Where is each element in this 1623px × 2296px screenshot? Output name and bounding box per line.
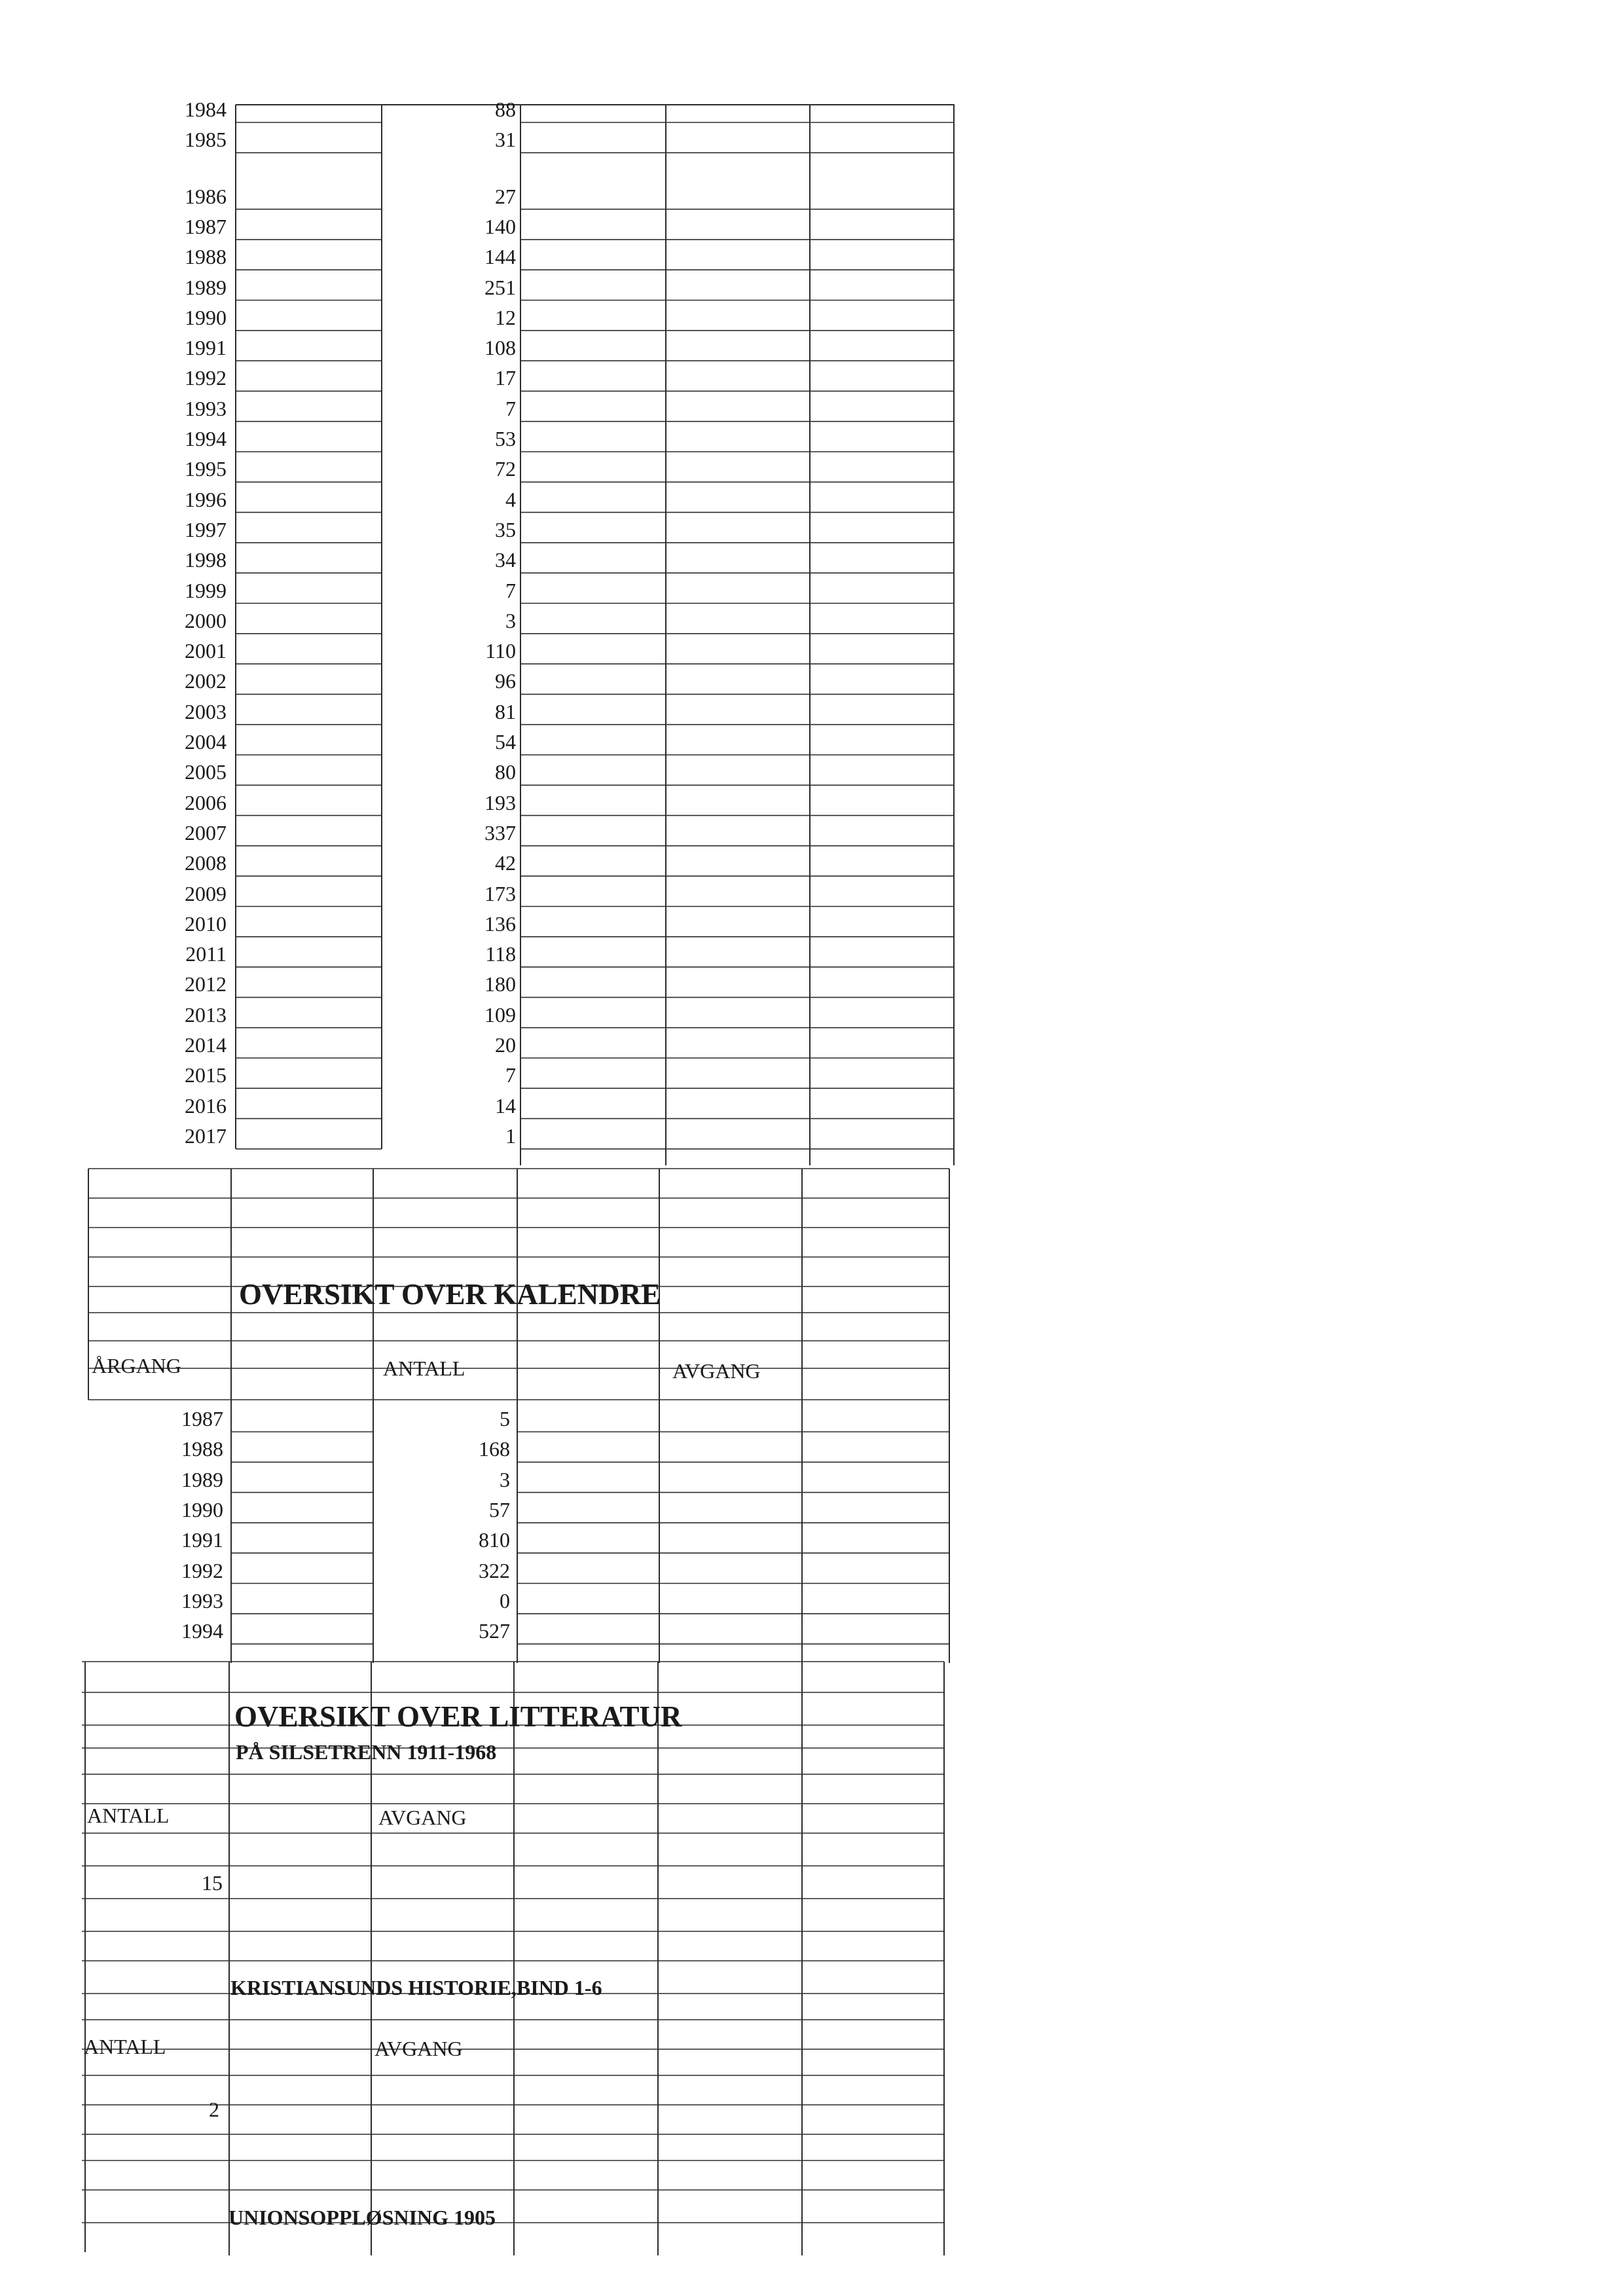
row-year: 1997 [185, 517, 227, 541]
row-year: 1990 [185, 305, 227, 329]
kalendre-count: 0 [500, 1588, 510, 1613]
row-year: 1996 [185, 487, 227, 511]
row-count: 88 [495, 98, 516, 121]
kalendre-year: 1994 [181, 1619, 223, 1643]
kalendre-count: 527 [479, 1619, 510, 1643]
row-year: 2016 [185, 1093, 227, 1118]
row-count: 7 [505, 396, 516, 420]
row-year: 1987 [185, 214, 227, 238]
kalendre-count: 168 [479, 1437, 510, 1461]
row-count: 27 [495, 184, 516, 208]
row-count: 54 [495, 730, 516, 754]
kalendre-year: 1989 [181, 1467, 223, 1491]
row-year: 2013 [185, 1002, 227, 1027]
kalendre-year: 1987 [181, 1407, 223, 1430]
row-count: 31 [495, 128, 516, 152]
row-count: 14 [495, 1093, 516, 1118]
row-count: 110 [485, 639, 516, 663]
row-year: 2009 [185, 881, 227, 905]
row-year: 2010 [185, 911, 227, 936]
litteratur-title: OVERSIKT OVER LITTERATUR [234, 1700, 682, 1733]
kalendre-header-antall: ANTALL [383, 1357, 465, 1380]
row-count: 180 [484, 972, 516, 996]
row-year: 2002 [185, 669, 227, 693]
row-year: 2008 [185, 851, 227, 875]
row-year: 1999 [185, 578, 227, 602]
kalendre-year: 1992 [181, 1558, 223, 1582]
row-count: 35 [495, 517, 516, 541]
kalendre-year: 1993 [181, 1588, 223, 1613]
row-year: 2017 [185, 1123, 227, 1148]
row-year: 1985 [185, 128, 227, 152]
kalendre-year: 1991 [181, 1528, 223, 1552]
kalendre-count: 5 [500, 1407, 510, 1430]
row-count: 72 [495, 457, 516, 481]
kalendre-header-argang: ÅRGANG [92, 1354, 181, 1377]
row-count: 118 [485, 942, 516, 966]
row-year: 1991 [185, 336, 227, 360]
row-year: 2007 [185, 820, 227, 845]
historie-header-avgang: AVGANG [374, 2037, 463, 2060]
kalendre-title: OVERSIKT OVER KALENDRE [239, 1278, 661, 1311]
row-count: 80 [495, 760, 516, 784]
row-year: 1992 [185, 366, 227, 390]
row-count: 34 [495, 548, 516, 572]
row-count: 251 [484, 275, 516, 299]
row-count: 1 [505, 1123, 516, 1148]
litteratur-header-antall: ANTALL [87, 1804, 170, 1827]
row-count: 109 [484, 1002, 516, 1027]
litteratur-header-avgang: AVGANG [378, 1806, 467, 1829]
historie-header-antall: ANTALL [84, 2035, 166, 2058]
row-year: 2000 [185, 608, 227, 632]
row-year: 2012 [185, 972, 227, 996]
kalendre-header-avgang: AVGANG [672, 1359, 761, 1383]
row-count: 12 [495, 305, 516, 329]
row-year: 2003 [185, 699, 227, 723]
row-count: 3 [505, 608, 516, 632]
row-count: 20 [495, 1033, 516, 1057]
row-year: 1989 [185, 275, 227, 299]
row-year: 2014 [185, 1033, 227, 1057]
kalendre-year: 1990 [181, 1497, 223, 1522]
row-count: 337 [484, 820, 516, 845]
row-count: 173 [484, 881, 516, 905]
row-year: 1986 [185, 184, 227, 208]
row-count: 42 [495, 851, 516, 875]
row-count: 7 [505, 1063, 516, 1087]
kalendre-count: 57 [489, 1497, 510, 1522]
historie-title: KRISTIANSUNDS HISTORIE,BIND 1-6 [230, 1976, 602, 1999]
row-count: 4 [505, 487, 516, 511]
row-count: 144 [484, 245, 516, 269]
kalendre-year: 1988 [181, 1437, 223, 1461]
row-year: 2005 [185, 760, 227, 784]
row-count: 81 [495, 699, 516, 723]
row-count: 53 [495, 427, 516, 450]
row-year: 1995 [185, 457, 227, 481]
row-count: 108 [484, 336, 516, 360]
litteratur-count: 15 [202, 1871, 223, 1895]
row-count: 193 [484, 790, 516, 814]
union-title: UNIONSOPPLØSNING 1905 [228, 2206, 496, 2229]
row-year: 1994 [185, 427, 227, 450]
litteratur-subtitle: PÅ SILSETRENN 1911-1968 [236, 1740, 497, 1764]
row-year: 2004 [185, 730, 227, 754]
kalendre-count: 810 [479, 1528, 510, 1552]
row-count: 17 [495, 366, 516, 390]
row-count: 7 [505, 578, 516, 602]
row-year: 1998 [185, 548, 227, 572]
historie-count: 2 [209, 2098, 219, 2121]
row-year: 1988 [185, 245, 227, 269]
row-year: 2011 [185, 942, 227, 966]
row-year: 1993 [185, 396, 227, 420]
kalendre-count: 3 [500, 1467, 510, 1491]
kalendre-count: 322 [479, 1558, 510, 1582]
row-year: 1984 [185, 98, 227, 121]
row-year: 2001 [185, 639, 227, 663]
row-year: 2006 [185, 790, 227, 814]
row-count: 140 [484, 214, 516, 238]
row-year: 2015 [185, 1063, 227, 1087]
row-count: 96 [495, 669, 516, 693]
row-count: 136 [484, 911, 516, 936]
